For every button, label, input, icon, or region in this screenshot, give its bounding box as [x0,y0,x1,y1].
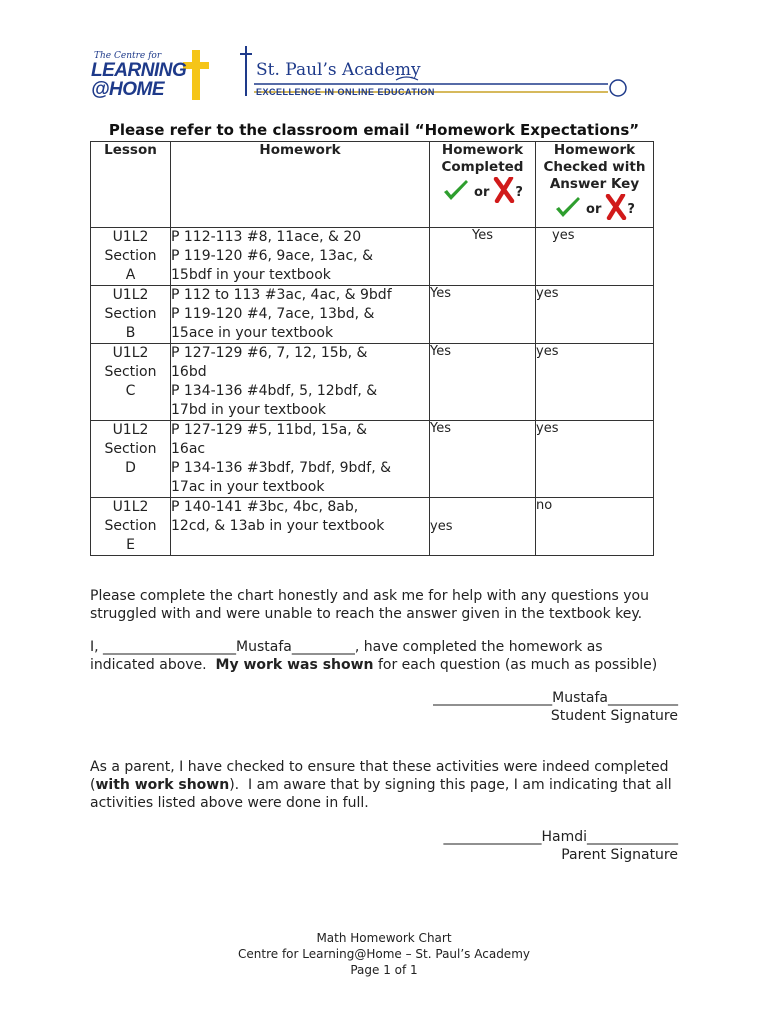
completed-cell: Yes [430,344,536,421]
homework-table [90,141,654,556]
header-homework: Homework [171,142,430,228]
homework-cell: P 140-141 #3bc, 4bc, 8ab, 12cd, & 13ab in your textbook [171,498,430,556]
parent-signature-label: Parent Signature [561,847,678,863]
homework-cell: P 127-129 #5, 11bd, 15a, & 16ac P 134-136 #3bdf, 7bdf, 9bdf, & 17ac in your textbook [171,421,430,498]
table-row [91,286,654,344]
lesson-cell: U1L2 Section E [91,498,171,556]
student-signature [433,689,678,725]
table-row [91,498,654,556]
x-mark-icon [605,194,627,220]
table-row [91,228,654,286]
page-footer [0,930,768,978]
check-or-cross-legend: or ? [536,194,653,220]
parent-signature-line: ______________Hamdi_____________ [443,829,678,845]
table-row [91,421,654,498]
lesson-cell: U1L2 Section C [91,344,171,421]
check-mark-icon [442,179,470,203]
parent-signature [443,828,678,864]
table-header-row [91,142,654,228]
cross-icon [192,50,200,100]
homework-cell: P 112-113 #8, 11ace, & 20 P 119-120 #6, 9ace, 13ac, & 15bdf in your textbook [171,228,430,286]
academy-tagline: EXCELLENCE IN ONLINE EDUCATION [256,87,435,97]
header-checked: Homework Checked with Answer Key or ? [536,142,654,228]
checked-cell: yes [536,228,654,286]
completed-cell: Yes [430,228,536,286]
student-declaration: I, ___________________Mustafa_________, have completed the homework as indicated above. My work was shown for each question (as much as possible) [90,639,658,673]
logo-line3: @HOME [91,79,165,100]
homework-cell: P 112 to 113 #3ac, 4ac, & 9bdf P 119-120 #4, 7ace, 13bd, & 15ace in your textbook [171,286,430,344]
footer-page-number: Page 1 of 1 [350,963,418,977]
footer-org: Centre for Learning@Home – St. Paul’s Academy [238,947,530,961]
page-title: Please refer to the classroom email “Homework Expectations” [108,121,640,139]
header-completed: Homework Completed or ? [430,142,536,228]
homework-cell: P 127-129 #6, 7, 12, 15b, & 16bd P 134-136 #4bdf, 5, 12bdf, & 17bd in your textbook [171,344,430,421]
centre-for-learning-logo [91,48,211,102]
student-signature-line: _________________Mustafa__________ [433,690,678,706]
check-mark-icon [554,196,582,220]
checked-cell: no [536,498,654,556]
completed-cell: Yes [430,421,536,498]
table-row [91,344,654,421]
checked-cell: yes [536,344,654,421]
check-or-cross-legend: or ? [430,177,535,203]
lesson-cell: U1L2 Section A [91,228,171,286]
completed-cell: yes [430,498,536,556]
checked-cell: yes [536,286,654,344]
x-mark-icon [493,177,515,203]
student-signature-label: Student Signature [550,708,678,724]
footer-title: Math Homework Chart [316,931,452,945]
academy-name: St. Paul’s Academy [256,60,421,80]
st-pauls-academy-logo [236,44,636,100]
parent-statement: As a parent, I have checked to ensure that these activities were indeed completed (with work shown). I am aware that by signing this page, I am indicating that all activities listed above were done in full. [90,759,672,811]
checked-cell: yes [536,421,654,498]
instructions: Please complete the chart honestly and ask me for help with any questions you struggled with and were unable to reach the answer given in the textbook key. [90,588,649,622]
logo-line1: The Centre for [94,51,162,61]
header-lesson: Lesson [91,142,171,228]
logo-line2: LEARNING [91,60,187,81]
lesson-cell: U1L2 Section B [91,286,171,344]
completed-cell: Yes [430,286,536,344]
lesson-cell: U1L2 Section D [91,421,171,498]
